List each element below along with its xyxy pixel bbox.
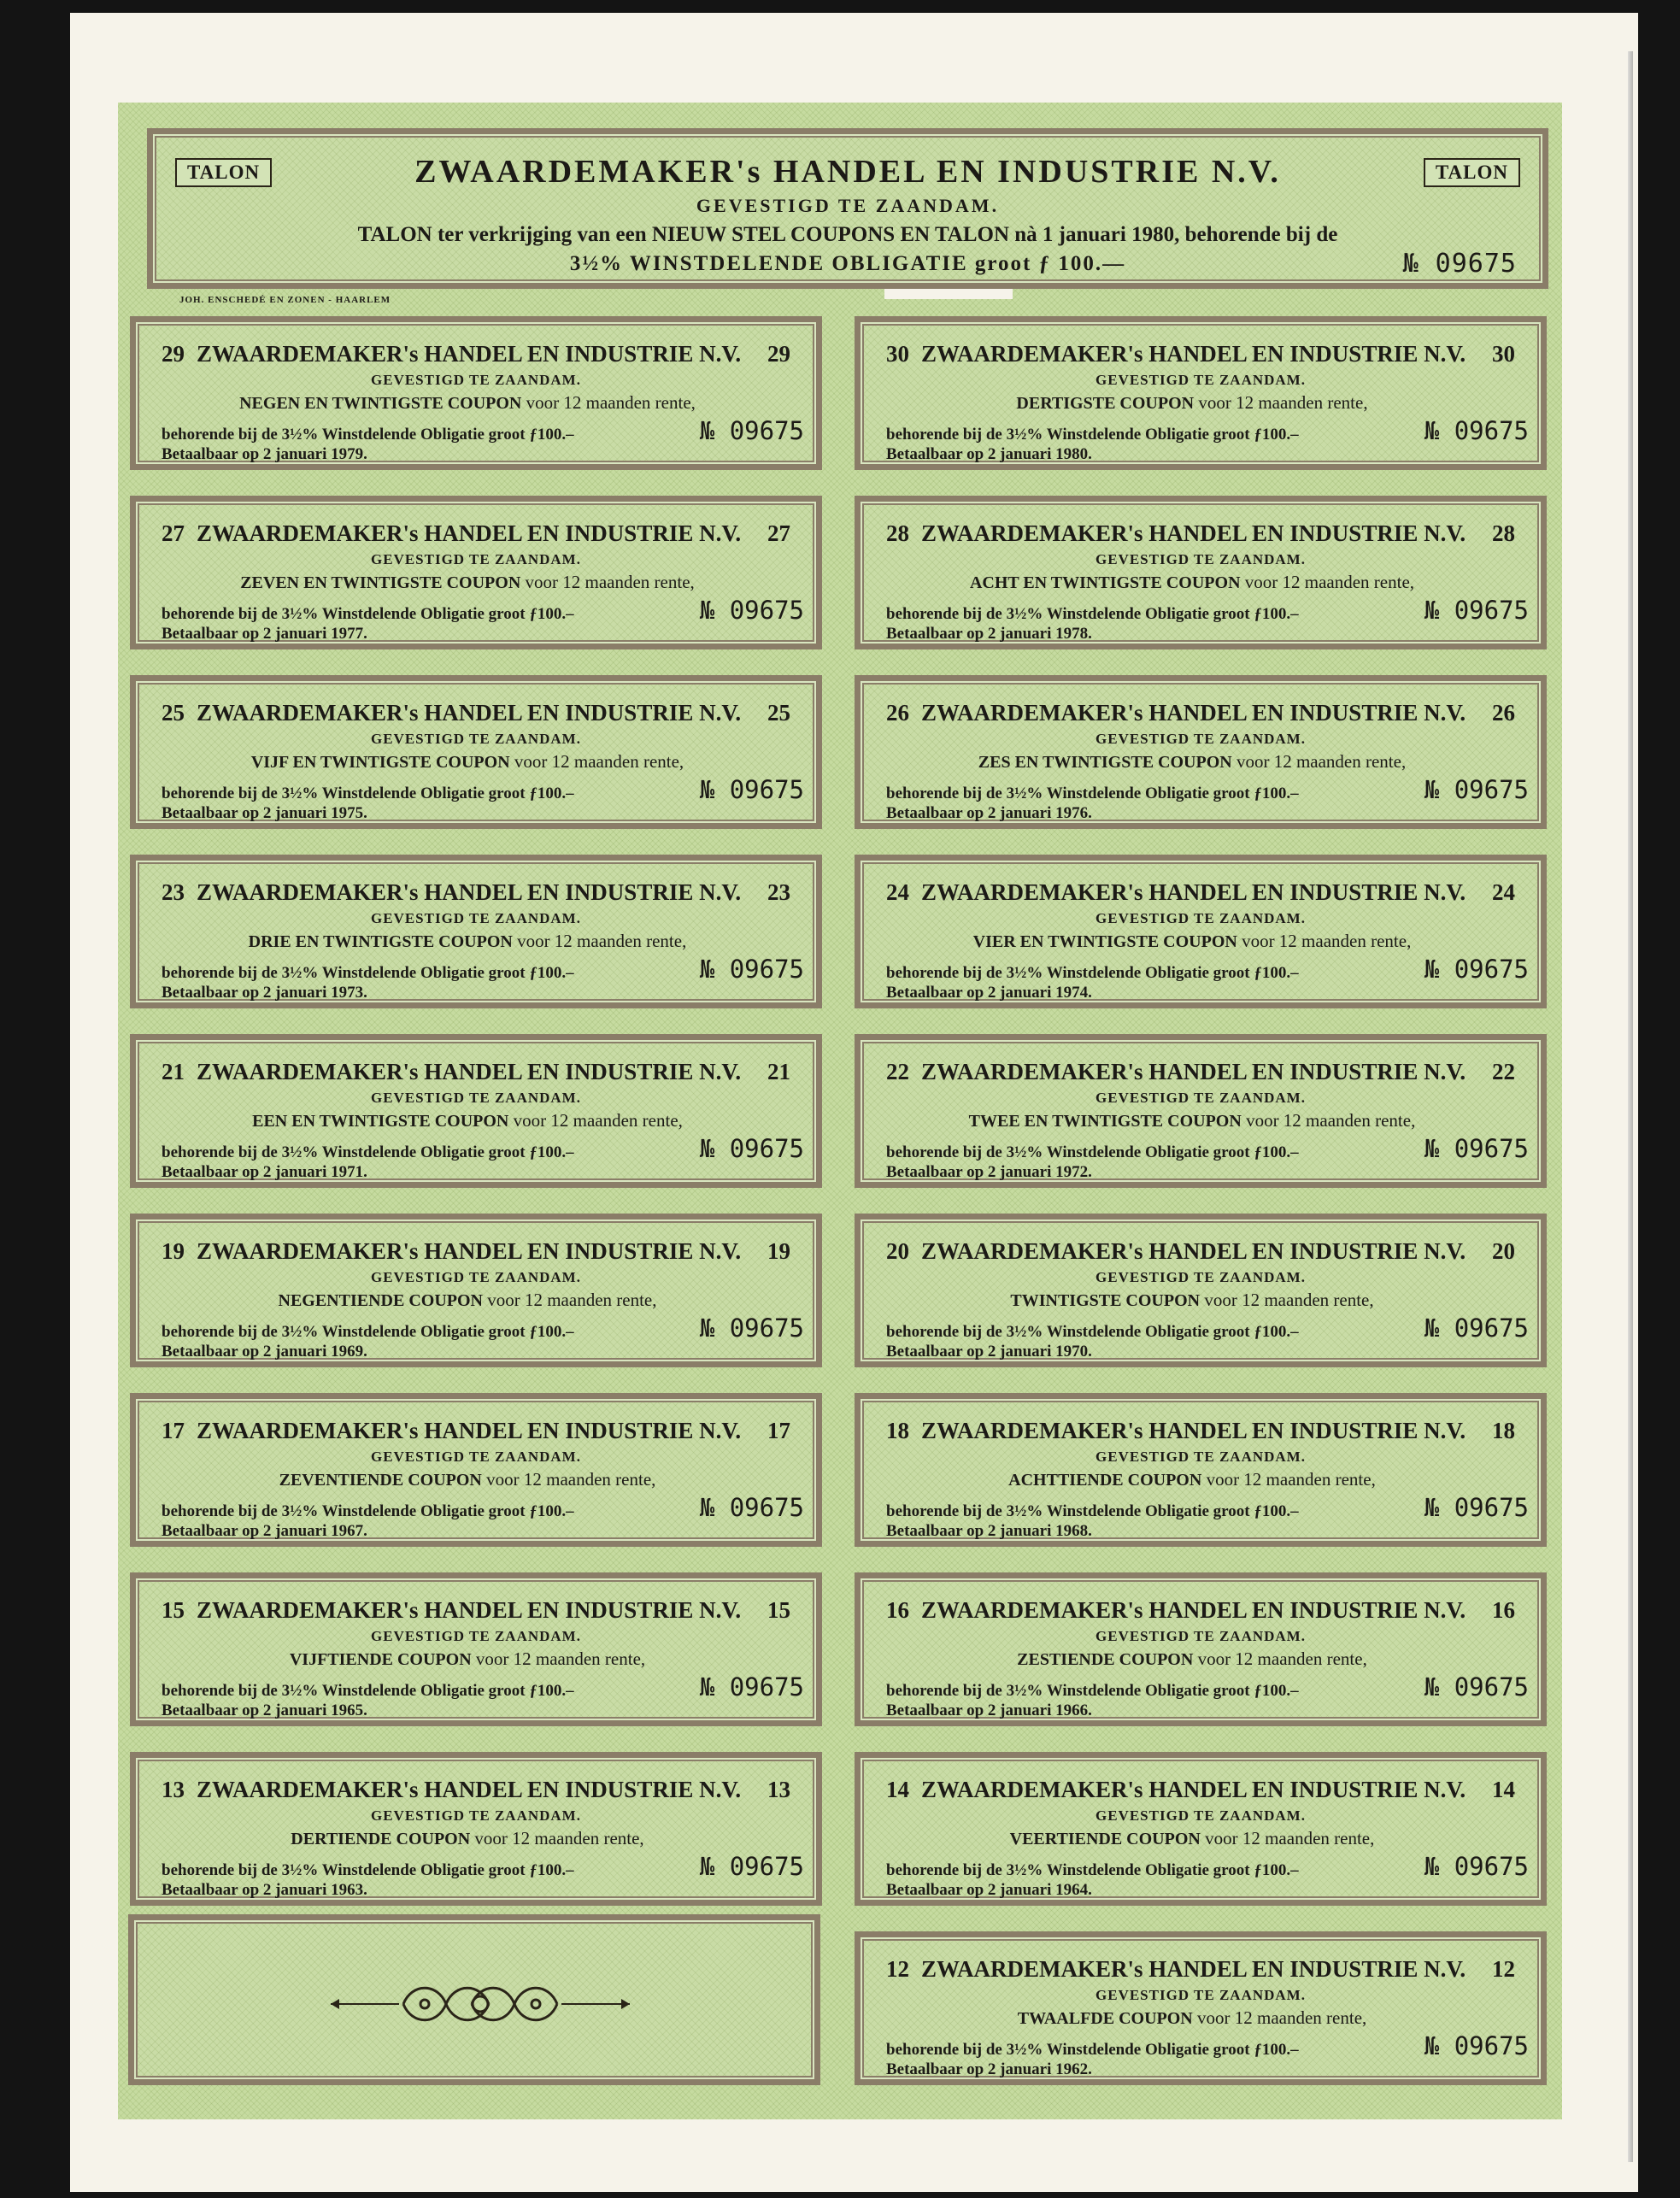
- coupon-16: [855, 1572, 1547, 1726]
- coupon-header: [162, 341, 790, 367]
- coupon-name: ACHTTIENDE COUPON: [1008, 1471, 1202, 1490]
- coupon-bond-text: behorende bij de 3½% Winstdelende Obligatie groot ƒ100.–: [162, 785, 574, 802]
- coupon-name: TWINTIGSTE COUPON: [1010, 1291, 1201, 1310]
- empty-coupon-slot: [128, 1914, 820, 2085]
- talon-bond-description: 3½% WINSTDELENDE OBLIGATIE groot ƒ 100.—: [569, 252, 1126, 275]
- coupon-19: [130, 1214, 822, 1367]
- coupon-bond-text: behorende bij de 3½% Winstdelende Obligatie groot ƒ100.–: [886, 785, 1299, 802]
- coupon-20: [855, 1214, 1547, 1367]
- printer-imprint: JOH. ENSCHEDÉ EN ZONEN - HAARLEM: [179, 295, 391, 305]
- coupon-bond-text: behorende bij de 3½% Winstdelende Obligatie groot ƒ100.–: [886, 964, 1299, 982]
- coupon-23: [130, 855, 822, 1008]
- coupon-17: [130, 1393, 822, 1547]
- talon-subtitle: GEVESTIGD TE ZAANDAM.: [696, 195, 1000, 216]
- coupon-bond-line: [886, 955, 1529, 984]
- coupon-company: ZWAARDEMAKER's HANDEL EN INDUSTRIE N.V.: [197, 1059, 742, 1084]
- talon-serial-number: № 09675: [1402, 249, 1517, 279]
- coupon-payable-date: Betaalbaar op 2 januari 1964.: [886, 1881, 1092, 1899]
- coupon-header: [886, 1238, 1515, 1265]
- coupon-seat: GEVESTIGD TE ZAANDAM.: [1096, 1987, 1306, 2003]
- coupon-payable-date: Betaalbaar op 2 januari 1965.: [162, 1701, 367, 1719]
- coupon-13: [130, 1752, 822, 1906]
- coupon-21: [130, 1034, 822, 1188]
- plastic-sleeve-edge: [1628, 51, 1633, 2162]
- coupon-payable-date: Betaalbaar op 2 januari 1974.: [886, 984, 1092, 1002]
- coupon-bond-text: behorende bij de 3½% Winstdelende Obligatie groot ƒ100.–: [886, 426, 1299, 444]
- coupon-number-right: 18: [1492, 1418, 1515, 1443]
- coupon-bond-text: behorende bij de 3½% Winstdelende Obligatie groot ƒ100.–: [886, 1143, 1299, 1161]
- coupon-18: [855, 1393, 1547, 1547]
- coupon-interest-text: voor 12 maanden rente,: [1197, 1648, 1367, 1669]
- coupon-seat: GEVESTIGD TE ZAANDAM.: [1096, 551, 1306, 567]
- coupon-title: [895, 1469, 1489, 1490]
- coupon-interest-text: voor 12 maanden rente,: [1244, 572, 1415, 592]
- coupon-company: ZWAARDEMAKER's HANDEL EN INDUSTRIE N.V.: [197, 1777, 742, 1802]
- coupon-seat: GEVESTIGD TE ZAANDAM.: [1096, 1269, 1306, 1285]
- coupon-header: [162, 1059, 790, 1085]
- talon-description: TALON ter verkrijging van een NIEUW STEL COUPONS EN TALON nà 1 januari 1980, behorende bij de: [357, 223, 1338, 246]
- coupon-company: ZWAARDEMAKER's HANDEL EN INDUSTRIE N.V.: [921, 1956, 1466, 1982]
- coupon-serial-number: № 09675: [699, 1314, 804, 1343]
- coupon-company: ZWAARDEMAKER's HANDEL EN INDUSTRIE N.V.: [197, 879, 742, 905]
- coupon-seat: GEVESTIGD TE ZAANDAM.: [1096, 1807, 1306, 1824]
- coupon-bond-line: [886, 1314, 1529, 1343]
- coupon-24: [855, 855, 1547, 1008]
- coupon-company: ZWAARDEMAKER's HANDEL EN INDUSTRIE N.V.: [197, 1238, 742, 1264]
- coupon-seat: GEVESTIGD TE ZAANDAM.: [371, 1090, 581, 1106]
- coupon-header: [886, 1597, 1515, 1624]
- coupon-title: [170, 572, 765, 593]
- coupon-interest-text: voor 12 maanden rente,: [1206, 1469, 1376, 1490]
- coupon-title: [895, 1110, 1489, 1131]
- coupon-company: ZWAARDEMAKER's HANDEL EN INDUSTRIE N.V.: [197, 700, 742, 726]
- coupon-title: [170, 1648, 765, 1670]
- coupon-company: ZWAARDEMAKER's HANDEL EN INDUSTRIE N.V.: [197, 341, 742, 367]
- coupon-title: [895, 1828, 1489, 1849]
- coupon-number-right: 30: [1492, 341, 1515, 367]
- coupon-bond-line: [162, 775, 804, 804]
- ornament-icon: [322, 1978, 638, 2030]
- coupon-header: [162, 520, 790, 547]
- coupon-bond-line: [886, 1493, 1529, 1522]
- coupon-interest-text: voor 12 maanden rente,: [486, 1469, 656, 1490]
- coupon-payable-date: Betaalbaar op 2 januari 1967.: [162, 1522, 367, 1540]
- coupon-name: VEERTIENDE COUPON: [1009, 1830, 1201, 1848]
- coupon-number-left: 14: [886, 1777, 909, 1802]
- coupon-name: VIJF EN TWINTIGSTE COUPON: [250, 753, 510, 772]
- coupon-header: [886, 879, 1515, 906]
- coupon-28: [855, 496, 1547, 649]
- coupon-number-left: 20: [886, 1238, 909, 1264]
- coupon-15: [130, 1572, 822, 1726]
- coupon-title: [895, 392, 1489, 414]
- coupon-bond-text: behorende bij de 3½% Winstdelende Obligatie groot ƒ100.–: [886, 1682, 1299, 1700]
- coupon-payable-date: Betaalbaar op 2 januari 1976.: [886, 804, 1092, 822]
- coupon-header: [886, 1059, 1515, 1085]
- coupon-number-right: 14: [1492, 1777, 1515, 1802]
- coupon-seat: GEVESTIGD TE ZAANDAM.: [1096, 910, 1306, 926]
- coupon-number-right: 12: [1492, 1956, 1515, 1982]
- coupon-bond-line: [162, 1134, 804, 1163]
- coupon-header: [886, 1777, 1515, 1803]
- coupon-header: [162, 700, 790, 726]
- coupon-interest-text: voor 12 maanden rente,: [513, 1110, 683, 1131]
- coupon-name: DERTIENDE COUPON: [291, 1830, 471, 1848]
- coupon-number-left: 28: [886, 520, 909, 546]
- coupon-payable-date: Betaalbaar op 2 januari 1972.: [886, 1163, 1092, 1181]
- coupon-interest-text: voor 12 maanden rente,: [1246, 1110, 1416, 1131]
- coupon-payable-date: Betaalbaar op 2 januari 1977.: [162, 625, 367, 643]
- coupon-number-right: 28: [1492, 520, 1515, 546]
- coupon-seat: GEVESTIGD TE ZAANDAM.: [371, 1449, 581, 1465]
- coupon-number-left: 15: [162, 1597, 185, 1623]
- coupon-number-right: 23: [767, 879, 790, 905]
- coupon-seat: GEVESTIGD TE ZAANDAM.: [371, 1269, 581, 1285]
- coupon-serial-number: № 09675: [699, 955, 804, 984]
- coupon-number-right: 22: [1492, 1059, 1515, 1084]
- talon-box: [147, 128, 1548, 289]
- coupon-number-right: 26: [1492, 700, 1515, 726]
- coupon-bond-line: [162, 416, 804, 445]
- coupon-number-right: 27: [767, 520, 790, 546]
- coupon-number-right: 19: [767, 1238, 790, 1264]
- coupon-serial-number: № 09675: [1424, 955, 1529, 984]
- coupon-interest-text: voor 12 maanden rente,: [1198, 392, 1368, 413]
- coupon-title: [895, 1648, 1489, 1670]
- coupon-payable-date: Betaalbaar op 2 januari 1980.: [886, 445, 1092, 463]
- coupon-title: [170, 1469, 765, 1490]
- coupon-bond-text: behorende bij de 3½% Winstdelende Obligatie groot ƒ100.–: [886, 2041, 1299, 2059]
- coupon-serial-number: № 09675: [1424, 416, 1529, 445]
- coupon-header: [162, 879, 790, 906]
- coupon-seat: GEVESTIGD TE ZAANDAM.: [1096, 372, 1306, 388]
- coupon-title: [170, 1290, 765, 1311]
- coupon-title: [895, 1290, 1489, 1311]
- coupon-bond-text: behorende bij de 3½% Winstdelende Obligatie groot ƒ100.–: [886, 1861, 1299, 1879]
- coupon-seat: GEVESTIGD TE ZAANDAM.: [1096, 1090, 1306, 1106]
- coupon-number-left: 29: [162, 341, 185, 367]
- coupon-title: [170, 1828, 765, 1849]
- talon-label-left: TALON: [175, 158, 272, 187]
- coupon-company: ZWAARDEMAKER's HANDEL EN INDUSTRIE N.V.: [921, 1597, 1466, 1623]
- coupon-bond-line: [886, 1852, 1529, 1881]
- coupon-company: ZWAARDEMAKER's HANDEL EN INDUSTRIE N.V.: [921, 879, 1466, 905]
- coupon-title: [895, 751, 1489, 773]
- coupon-bond-line: [886, 775, 1529, 804]
- coupon-header: [886, 1956, 1515, 1983]
- coupon-interest-text: voor 12 maanden rente,: [1236, 751, 1407, 772]
- coupon-name: VIJFTIENDE COUPON: [289, 1650, 472, 1669]
- coupon-seat: GEVESTIGD TE ZAANDAM.: [371, 731, 581, 747]
- coupon-bond-text: behorende bij de 3½% Winstdelende Obligatie groot ƒ100.–: [162, 1323, 574, 1341]
- coupon-company: ZWAARDEMAKER's HANDEL EN INDUSTRIE N.V.: [197, 520, 742, 546]
- coupon-title: [895, 931, 1489, 952]
- coupon-bond-line: [162, 1672, 804, 1701]
- coupon-title: [895, 572, 1489, 593]
- coupon-number-right: 17: [767, 1418, 790, 1443]
- coupon-name: DRIE EN TWINTIGSTE COUPON: [248, 932, 513, 951]
- coupon-interest-text: voor 12 maanden rente,: [487, 1290, 657, 1310]
- talon-label-right: TALON: [1424, 158, 1520, 187]
- coupon-number-right: 24: [1492, 879, 1515, 905]
- coupon-interest-text: voor 12 maanden rente,: [474, 1828, 644, 1848]
- coupon-company: ZWAARDEMAKER's HANDEL EN INDUSTRIE N.V.: [921, 1238, 1466, 1264]
- coupon-header: [162, 1597, 790, 1624]
- coupon-serial-number: № 09675: [1424, 2031, 1529, 2060]
- coupon-title: [895, 2007, 1489, 2029]
- coupon-number-left: 24: [886, 879, 909, 905]
- coupon-number-left: 17: [162, 1418, 185, 1443]
- coupon-payable-date: Betaalbaar op 2 januari 1966.: [886, 1701, 1092, 1719]
- coupon-serial-number: № 09675: [699, 596, 804, 625]
- coupon-serial-number: № 09675: [1424, 596, 1529, 625]
- coupon-payable-date: Betaalbaar op 2 januari 1975.: [162, 804, 367, 822]
- coupon-bond-text: behorende bij de 3½% Winstdelende Obligatie groot ƒ100.–: [162, 1682, 574, 1700]
- coupon-serial-number: № 09675: [1424, 1314, 1529, 1343]
- coupon-company: ZWAARDEMAKER's HANDEL EN INDUSTRIE N.V.: [921, 341, 1466, 367]
- coupon-header: [886, 1418, 1515, 1444]
- coupon-name: VIER EN TWINTIGSTE COUPON: [972, 932, 1237, 951]
- coupon-bond-text: behorende bij de 3½% Winstdelende Obligatie groot ƒ100.–: [162, 1502, 574, 1520]
- coupon-header: [162, 1238, 790, 1265]
- coupon-name: EEN EN TWINTIGSTE COUPON: [252, 1112, 509, 1131]
- coupon-14: [855, 1752, 1547, 1906]
- coupon-number-right: 21: [767, 1059, 790, 1084]
- coupon-number-left: 23: [162, 879, 185, 905]
- coupon-company: ZWAARDEMAKER's HANDEL EN INDUSTRIE N.V.: [921, 1059, 1466, 1084]
- coupon-company: ZWAARDEMAKER's HANDEL EN INDUSTRIE N.V.: [921, 520, 1466, 546]
- coupon-name: ZEVENTIENDE COUPON: [279, 1471, 482, 1490]
- coupon-interest-text: voor 12 maanden rente,: [1197, 2007, 1367, 2028]
- coupon-header: [886, 700, 1515, 726]
- coupon-27: [130, 496, 822, 649]
- coupon-25: [130, 675, 822, 829]
- coupon-26: [855, 675, 1547, 829]
- coupon-header: [162, 1418, 790, 1444]
- coupon-bond-text: behorende bij de 3½% Winstdelende Obligatie groot ƒ100.–: [886, 1502, 1299, 1520]
- coupon-bond-line: [162, 1493, 804, 1522]
- coupon-serial-number: № 09675: [1424, 1672, 1529, 1701]
- coupon-number-left: 27: [162, 520, 185, 546]
- coupon-interest-text: voor 12 maanden rente,: [525, 572, 695, 592]
- coupon-payable-date: Betaalbaar op 2 januari 1968.: [886, 1522, 1092, 1540]
- coupon-payable-date: Betaalbaar op 2 januari 1973.: [162, 984, 367, 1002]
- coupon-name: TWAALFDE COUPON: [1017, 2009, 1193, 2028]
- coupon-title: [170, 751, 765, 773]
- coupon-seat: GEVESTIGD TE ZAANDAM.: [1096, 1628, 1306, 1644]
- coupon-serial-number: № 09675: [1424, 1493, 1529, 1522]
- coupon-company: ZWAARDEMAKER's HANDEL EN INDUSTRIE N.V.: [197, 1418, 742, 1443]
- coupon-number-left: 16: [886, 1597, 909, 1623]
- coupon-company: ZWAARDEMAKER's HANDEL EN INDUSTRIE N.V.: [921, 1418, 1466, 1443]
- coupon-name: NEGENTIENDE COUPON: [278, 1291, 483, 1310]
- coupon-title: [170, 931, 765, 952]
- coupon-22: [855, 1034, 1547, 1188]
- coupon-number-right: 20: [1492, 1238, 1515, 1264]
- coupon-number-right: 25: [767, 700, 790, 726]
- coupon-bond-text: behorende bij de 3½% Winstdelende Obligatie groot ƒ100.–: [162, 426, 574, 444]
- coupon-bond-line: [886, 416, 1529, 445]
- coupon-serial-number: № 09675: [699, 1493, 804, 1522]
- coupon-bond-text: behorende bij de 3½% Winstdelende Obligatie groot ƒ100.–: [162, 1861, 574, 1879]
- coupon-number-left: 18: [886, 1418, 909, 1443]
- coupon-header: [886, 341, 1515, 367]
- coupon-number-left: 22: [886, 1059, 909, 1084]
- coupon-interest-text: voor 12 maanden rente,: [1242, 931, 1412, 951]
- coupon-bond-line: [162, 1852, 804, 1881]
- coupon-bond-text: behorende bij de 3½% Winstdelende Obligatie groot ƒ100.–: [886, 1323, 1299, 1341]
- coupon-payable-date: Betaalbaar op 2 januari 1970.: [886, 1343, 1092, 1361]
- coupon-interest-text: voor 12 maanden rente,: [1204, 1290, 1374, 1310]
- coupon-title: [170, 392, 765, 414]
- coupon-12: [855, 1931, 1547, 2085]
- coupon-payable-date: Betaalbaar op 2 januari 1963.: [162, 1881, 367, 1899]
- coupon-payable-date: Betaalbaar op 2 januari 1978.: [886, 625, 1092, 643]
- coupon-serial-number: № 09675: [1424, 1852, 1529, 1881]
- coupon-name: ZEVEN EN TWINTIGSTE COUPON: [240, 573, 521, 592]
- coupon-header: [162, 1777, 790, 1803]
- coupon-serial-number: № 09675: [699, 1672, 804, 1701]
- coupon-number-left: 30: [886, 341, 909, 367]
- coupon-interest-text: voor 12 maanden rente,: [514, 751, 684, 772]
- coupon-interest-text: voor 12 maanden rente,: [475, 1648, 646, 1669]
- coupon-number-left: 21: [162, 1059, 185, 1084]
- coupon-bond-line: [886, 1672, 1529, 1701]
- coupon-number-left: 12: [886, 1956, 909, 1982]
- coupon-bond-line: [162, 1314, 804, 1343]
- coupon-title: [170, 1110, 765, 1131]
- coupon-bond-line: [162, 596, 804, 625]
- coupon-serial-number: № 09675: [699, 416, 804, 445]
- coupon-bond-line: [886, 596, 1529, 625]
- coupon-seat: GEVESTIGD TE ZAANDAM.: [371, 910, 581, 926]
- coupon-serial-number: № 09675: [699, 1852, 804, 1881]
- coupon-number-right: 13: [767, 1777, 790, 1802]
- coupon-interest-text: voor 12 maanden rente,: [526, 392, 696, 413]
- coupon-serial-number: № 09675: [1424, 1134, 1529, 1163]
- coupon-seat: GEVESTIGD TE ZAANDAM.: [371, 372, 581, 388]
- coupon-interest-text: voor 12 maanden rente,: [517, 931, 687, 951]
- talon-title: ZWAARDEMAKER's HANDEL EN INDUSTRIE N.V.: [414, 154, 1281, 190]
- coupon-name: ACHT EN TWINTIGSTE COUPON: [969, 573, 1241, 592]
- coupon-company: ZWAARDEMAKER's HANDEL EN INDUSTRIE N.V.: [197, 1597, 742, 1623]
- coupon-serial-number: № 09675: [699, 775, 804, 804]
- coupon-name: ZESTIENDE COUPON: [1017, 1650, 1194, 1669]
- coupon-name: NEGEN EN TWINTIGSTE COUPON: [239, 394, 522, 413]
- coupon-number-left: 13: [162, 1777, 185, 1802]
- coupon-serial-number: № 09675: [1424, 775, 1529, 804]
- coupon-payable-date: Betaalbaar op 2 januari 1979.: [162, 445, 367, 463]
- coupon-payable-date: Betaalbaar op 2 januari 1969.: [162, 1343, 367, 1361]
- cut-gap-center: [829, 312, 849, 2119]
- coupon-number-right: 16: [1492, 1597, 1515, 1623]
- coupon-payable-date: Betaalbaar op 2 januari 1962.: [886, 2060, 1092, 2078]
- coupon-number-right: 29: [767, 341, 790, 367]
- coupon-bond-text: behorende bij de 3½% Winstdelende Obligatie groot ƒ100.–: [162, 605, 574, 623]
- coupon-seat: GEVESTIGD TE ZAANDAM.: [1096, 731, 1306, 747]
- coupon-name: ZES EN TWINTIGSTE COUPON: [978, 753, 1232, 772]
- coupon-number-left: 26: [886, 700, 909, 726]
- coupon-number-right: 15: [767, 1597, 790, 1623]
- coupon-header: [886, 520, 1515, 547]
- coupon-company: ZWAARDEMAKER's HANDEL EN INDUSTRIE N.V.: [921, 1777, 1466, 1802]
- coupon-interest-text: voor 12 maanden rente,: [1205, 1828, 1375, 1848]
- coupon-seat: GEVESTIGD TE ZAANDAM.: [371, 1807, 581, 1824]
- coupon-serial-number: № 09675: [699, 1134, 804, 1163]
- coupon-bond-line: [886, 1134, 1529, 1163]
- coupon-seat: GEVESTIGD TE ZAANDAM.: [371, 551, 581, 567]
- coupon-30: [855, 316, 1547, 470]
- coupon-number-left: 19: [162, 1238, 185, 1264]
- coupon-bond-text: behorende bij de 3½% Winstdelende Obligatie groot ƒ100.–: [162, 1143, 574, 1161]
- coupon-name: DERTIGSTE COUPON: [1016, 394, 1195, 413]
- coupon-bond-text: behorende bij de 3½% Winstdelende Obligatie groot ƒ100.–: [886, 605, 1299, 623]
- coupon-bond-line: [162, 955, 804, 984]
- coupon-seat: GEVESTIGD TE ZAANDAM.: [371, 1628, 581, 1644]
- coupon-29: [130, 316, 822, 470]
- coupon-number-left: 25: [162, 700, 185, 726]
- coupon-name: TWEE EN TWINTIGSTE COUPON: [968, 1112, 1242, 1131]
- coupon-bond-text: behorende bij de 3½% Winstdelende Obligatie groot ƒ100.–: [162, 964, 574, 982]
- coupon-bond-line: [886, 2031, 1529, 2060]
- coupon-seat: GEVESTIGD TE ZAANDAM.: [1096, 1449, 1306, 1465]
- coupon-company: ZWAARDEMAKER's HANDEL EN INDUSTRIE N.V.: [921, 700, 1466, 726]
- coupon-payable-date: Betaalbaar op 2 januari 1971.: [162, 1163, 367, 1181]
